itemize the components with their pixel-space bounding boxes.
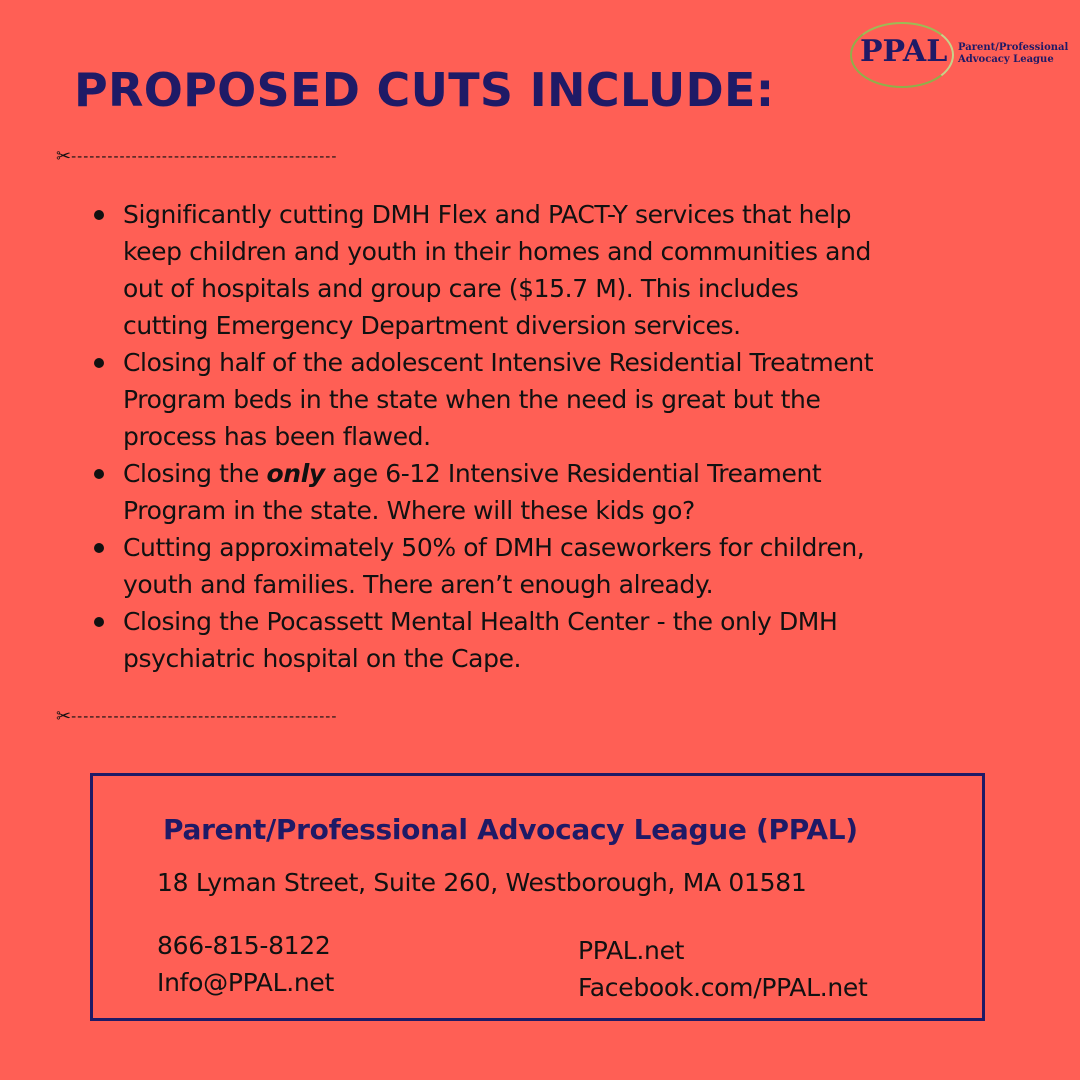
list-item-line: Program beds in the state when the need is great but the (123, 385, 821, 414)
cut-dashes: -------------------------------------------- (71, 709, 338, 725)
page-title: PROPOSED CUTS INCLUDE: (74, 63, 775, 117)
list-item (123, 603, 1023, 677)
list-item-line: process has been flawed. (123, 422, 431, 451)
list-item (123, 529, 1023, 603)
cut-divider-top (56, 147, 496, 167)
bullet-icon (94, 617, 104, 627)
bullet-icon (94, 358, 104, 368)
bullet-icon (94, 543, 104, 553)
logo-mark: PPAL (860, 34, 948, 69)
proposed-cuts-list (123, 196, 1023, 677)
scissors-icon: ✂ (56, 147, 72, 167)
website-link: PPAL.net (578, 936, 685, 965)
bullet-icon (94, 210, 104, 220)
list-item-line: Cutting approximately 50% of DMH caseworkers for children, (123, 533, 865, 562)
cut-dashes: -------------------------------------------- (71, 149, 338, 165)
contact-right-column (578, 932, 868, 1006)
list-item-line: youth and families. There aren’t enough already. (123, 570, 714, 599)
org-name: Parent/Professional Advocacy League (PPAL) (163, 813, 858, 846)
bullet-icon (94, 469, 104, 479)
facebook-link: Facebook.com/PPAL.net (578, 973, 868, 1002)
list-item-text: Closing the (123, 459, 267, 488)
list-item (123, 344, 1023, 455)
list-item-line: Closing the Pocassett Mental Health Center - the only DMH (123, 607, 838, 636)
list-item-line: out of hospitals and group care ($15.7 M). This includes (123, 274, 799, 303)
emphasis-only: only (266, 459, 325, 488)
org-address: 18 Lyman Street, Suite 260, Westborough, MA 01581 (157, 868, 807, 897)
cut-divider-bottom (56, 707, 496, 727)
list-item-line: Closing half of the adolescent Intensive Residential Treatment (123, 348, 874, 377)
email-address: Info@PPAL.net (157, 968, 334, 997)
logo-name (958, 42, 1068, 66)
list-item-line: Program in the state. Where will these kids go? (123, 496, 695, 525)
contact-left-column (157, 927, 334, 1001)
ppal-logo (848, 20, 1069, 90)
logo-name-line1: Parent/Professional (958, 42, 1069, 53)
list-item-line: psychiatric hospital on the Cape. (123, 644, 522, 673)
list-item-line: cutting Emergency Department diversion services. (123, 311, 741, 340)
list-item-text: age 6-12 Intensive Residential Treament (324, 459, 822, 488)
list-item (123, 455, 1023, 529)
contact-box (90, 773, 985, 1021)
list-item-line: Significantly cutting DMH Flex and PACT-Y services that help (123, 200, 852, 229)
list-item (123, 196, 1023, 344)
scissors-icon: ✂ (56, 707, 72, 727)
phone-number: 866-815-8122 (157, 931, 331, 960)
list-item-line: keep children and youth in their homes and communities and (123, 237, 872, 266)
logo-name-line2: Advocacy League (958, 54, 1054, 65)
